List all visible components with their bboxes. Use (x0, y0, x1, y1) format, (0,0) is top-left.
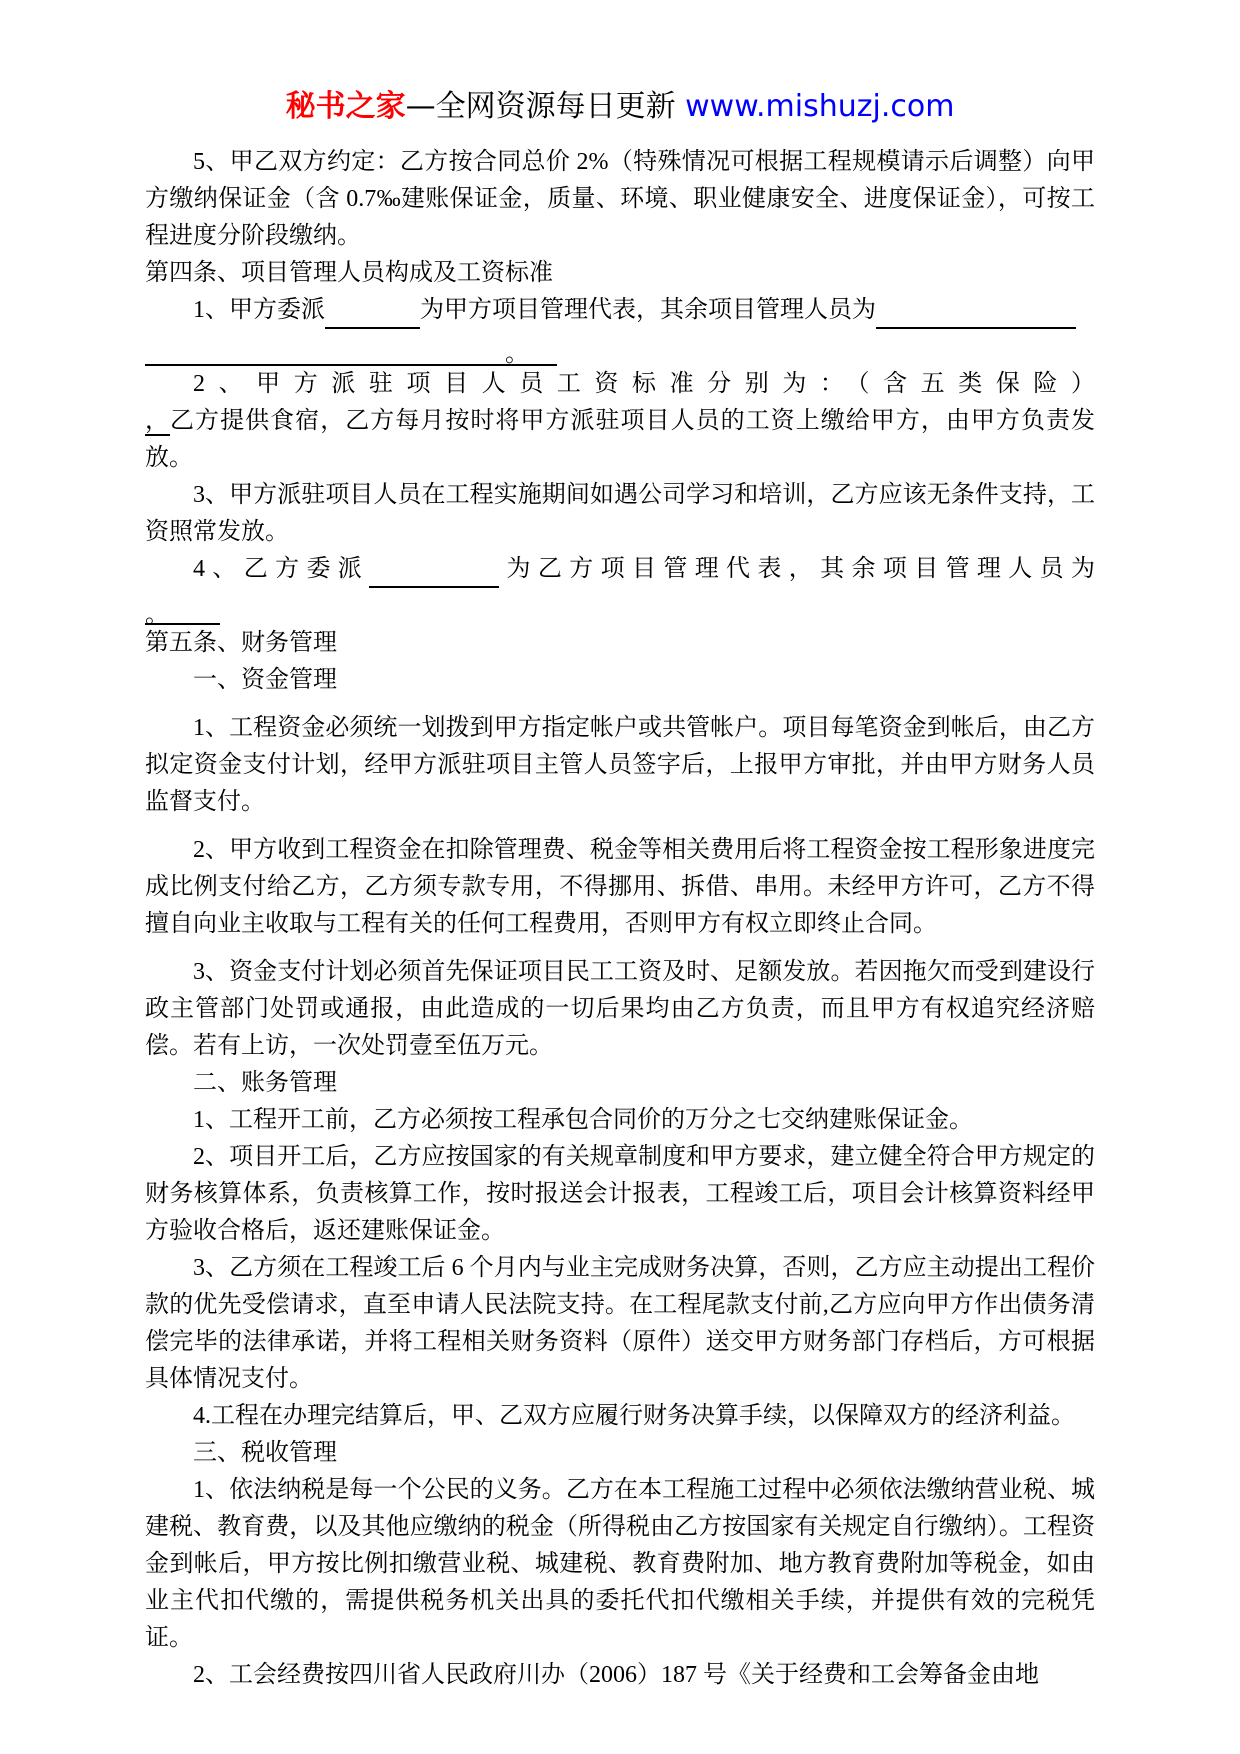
clause-4-1-line2 (145, 329, 1095, 366)
funds-clause-3: 3、资金支付计划必须首先保证项目民工工资及时、足额发放。若因拖欠而受到建设行政主管部门处罚或通报，由此造成的一切后果均由乙方负责，而且甲方有权追究经济赔偿。若有上访，一次处罚壹至伍万元。 (145, 959, 1095, 1059)
site-url-link[interactable]: www.mishuzj.com (685, 89, 955, 124)
blank-underline (325, 301, 420, 329)
blank-underline (145, 336, 557, 366)
clause-4-4-text-mid: 为乙方项目管理代表，其余项目管理人员为 (499, 556, 1096, 582)
tax-heading: 三、税收管理 (193, 1440, 337, 1466)
blank-underline (876, 301, 1076, 329)
accounting-clause-4: 4.工程在办理完结算后，甲、乙双方应履行财务决算手续，以保障双方的经济利益。 (193, 1403, 1075, 1429)
clause-4-4-line1 (145, 551, 1095, 588)
tax-clause-2: 2、工会经费按四川省人民政府川办（2006）187 号《关于经费和工会筹备金由地 (193, 1662, 1039, 1688)
blank-underline (369, 560, 499, 588)
clause-4-2-rest (145, 403, 1095, 477)
clause-4-1-period: 。 (505, 341, 529, 367)
site-tagline: —全网资源每日更新 (405, 89, 686, 124)
clause-deposit: 5、甲乙双方约定：乙方按合同总价 2%（特殊情况可根据工程规模请示后调整）向甲方缴纳保证金（含 0.7‰建账保证金，质量、环境、职业健康安全、进度保证金），可按工程进度分阶段缴纳。 (145, 149, 1095, 249)
clause-4-2-text: 乙方提供食宿，乙方每月按时将甲方派驻项目人员的工资上缴给甲方，由甲方负责发放。 (145, 408, 1096, 471)
tax-clause-1: 1、依法纳税是每一个公民的义务。乙方在本工程施工过程中必须依法缴纳营业税、城建税、教育费，以及其他应缴纳的税金（所得税由乙方按国家有关规定自行缴纳）。工程资金到帐后，甲方按比例扣缴营业税、城建税、教育费附加、地方教育费附加等税金，如由业主代扣代缴的，需提供税务机关出具的委托代扣代缴相关手续，并提供有效的完税凭证。 (145, 1477, 1095, 1651)
funds-clause-1: 1、工程资金必须统一划拨到甲方指定帐户或共管帐户。项目每笔资金到帐后，由乙方拟定资金支付计划，经甲方派驻项目主管人员签字后，上报甲方审批，并由甲方财务人员监督支付。 (145, 715, 1095, 815)
clause-4-4-period: 。 (145, 602, 169, 628)
accounting-clause-3: 3、乙方须在工程竣工后 6 个月内与业主完成财务决算，否则，乙方应主动提出工程价款的优先受偿请求，直至申请人民法院支持。在工程尾款支付前,乙方应向甲方作出债务清偿完毕的法律承诺，并将工程相关财务资料（原件）送交甲方财务部门存档后，方可根据具体情况支付。 (145, 1255, 1095, 1392)
accounting-clause-2: 2、项目开工后，乙方应按国家的有关规章制度和甲方要求，建立健全符合甲方规定的财务核算体系，负责核算工作，按时报送会计报表，工程竣工后，项目会计核算资料经甲方验收合格后，返还建账保证金。 (145, 1144, 1095, 1244)
underlined-comma: ， (145, 408, 171, 434)
funds-clause-2: 2、甲方收到工程资金在扣除管理费、税金等相关费用后将工程资金按工程形象进度完成比例支付给乙方，乙方须专款专用，不得挪用、拆借、串用。未经甲方许可，乙方不得擅自向业主收取与工程有关的任何工程费用，否则甲方有权立即终止合同。 (145, 837, 1095, 937)
clause-4-1-text-before: 1、甲方委派 (193, 297, 325, 323)
clause-4-2-line1: 2、甲方派驻项目人员工资标准分别为：（含五类保险） (193, 371, 1095, 397)
accounting-clause-1: 1、工程开工前，乙方必须按工程承包合同价的万分之七交纳建账保证金。 (193, 1107, 973, 1133)
clause-4-1-text-mid: 为甲方项目管理代表，其余项目管理人员为 (420, 297, 876, 323)
site-name: 秘书之家 (285, 89, 406, 124)
clause-4-4-text-before: 4、乙方委派 (193, 556, 370, 582)
clause-4-3: 3、甲方派驻项目人员在工程实施期间如遇公司学习和培训，乙方应该无条件支持，工资照常发放。 (145, 482, 1095, 545)
clause-4-4-line2 (145, 588, 1095, 628)
accounting-heading: 二、账务管理 (193, 1070, 337, 1096)
article5-heading: 第五条、财务管理 (145, 630, 337, 656)
article4-heading: 第四条、项目管理人员构成及工资标准 (145, 260, 553, 286)
clause-4-1-line1 (145, 292, 1095, 329)
funds-heading: 一、资金管理 (193, 667, 337, 693)
site-header (145, 86, 1095, 128)
blank-underline (145, 597, 220, 628)
